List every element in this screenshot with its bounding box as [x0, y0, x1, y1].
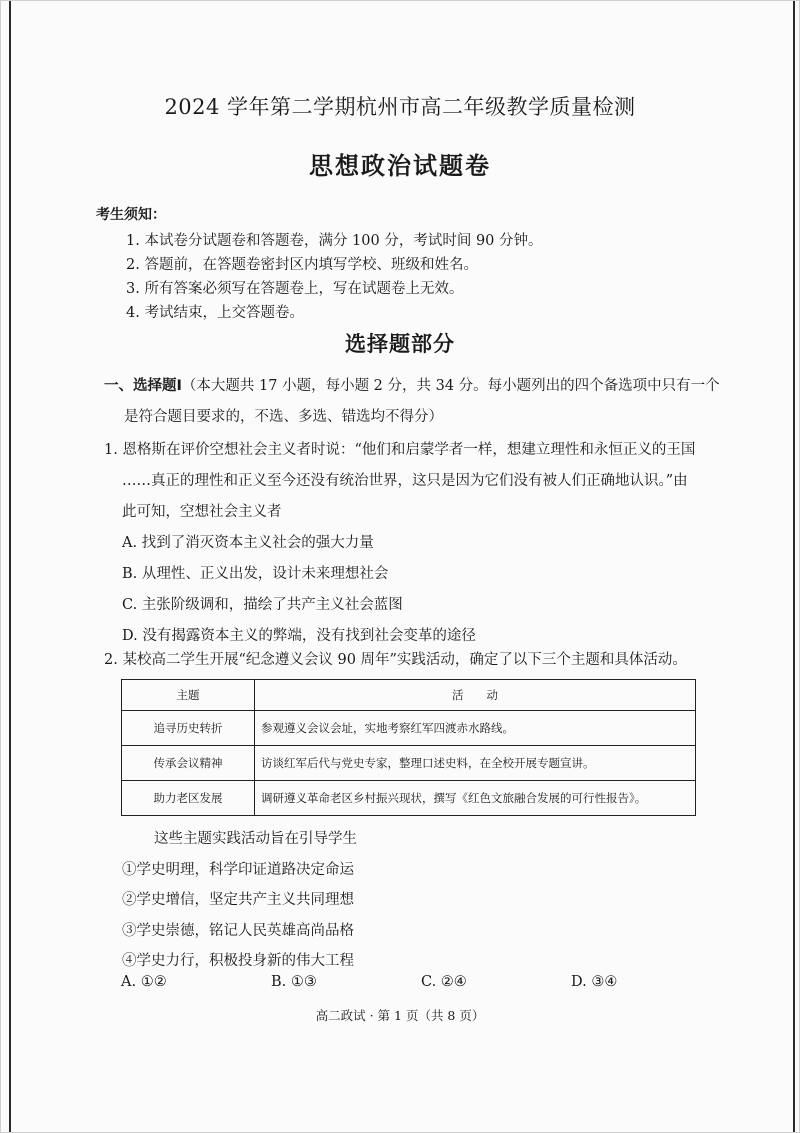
notice-item: 4. 考试结束，上交答题卷。 [126, 305, 304, 321]
table-cell-activity: 访谈红军后代与党史专家，整理口述史料，在全校开展专题宣讲。 [255, 746, 696, 781]
question-2-stem-line: 2. 某校高二学生开展“纪念遵义会议 90 周年”实践活动，确定了以下三个主题和具体活动。 [104, 652, 687, 668]
question-2-statement: ①学史明理，科学印证道路决定命运 [122, 861, 354, 878]
question-2-answer-d: D. ③④ [571, 974, 618, 990]
question-2-answer-a: A. ①② [121, 974, 167, 990]
table-header-activity: 活 动 [255, 680, 696, 711]
candidate-notice [96, 204, 716, 325]
question-2-answers [121, 974, 641, 994]
part-desc-2: 是符合题目要求的，不选、多选、错选均不得分） [124, 409, 443, 425]
question-1 [104, 435, 704, 652]
question-2-answer-c: C. ②④ [421, 974, 467, 990]
table-header-theme: 主题 [122, 680, 255, 711]
question-1-option-a: A. 找到了消灭资本主义社会的强大力量 [122, 535, 374, 551]
part-intro [104, 371, 720, 433]
notice-item: 1. 本试卷分试题卷和答题卷，满分 100 分，考试时间 90 分钟。 [126, 233, 543, 249]
question-1-option-b: B. 从理性、正义出发，设计未来理想社会 [122, 566, 389, 582]
part-label: 一、选择题Ⅰ [104, 378, 182, 394]
notice-item: 3. 所有答案必须写在答题卷上，写在试题卷上无效。 [126, 281, 464, 297]
question-1-stem-line: 1. 恩格斯在评价空想社会主义者时说：“他们和启蒙学者一样，想建立理性和永恒正义的王国 [104, 442, 696, 458]
question-1-stem-line: ……真正的理性和正义至今还没有统治世界，这只是因为它们没有被人们正确地认识。”由 [122, 473, 688, 489]
exam-title: 2024 学年第二学期杭州市高二年级教学质量检测 [164, 95, 636, 119]
question-2-body [104, 824, 704, 977]
page-footer: 高二政试 · 第 1 页（共 8 页） [315, 1008, 485, 1023]
notice-item: 2. 答题前，在答题卷密封区内填写学校、班级和姓名。 [126, 257, 478, 273]
question-2-lead: 这些主题实践活动旨在引导学生 [154, 831, 357, 847]
question-2-stem [104, 646, 724, 674]
table-cell-theme: 追寻历史转折 [122, 711, 255, 746]
table-cell-theme: 传承会议精神 [122, 746, 255, 781]
question-1-option-c: C. 主张阶级调和，描绘了共产主义社会蓝图 [122, 597, 403, 613]
activities-table [121, 679, 696, 816]
table-header-row [122, 680, 696, 711]
subject-title: 思想政治试题卷 [309, 152, 491, 180]
table-cell-activity: 参观遵义会议会址，实地考察红军四渡赤水路线。 [255, 711, 696, 746]
table-row [122, 781, 696, 816]
table-row [122, 711, 696, 746]
question-1-option-d: D. 没有揭露资本主义的弊端，没有找到社会变革的途径 [122, 628, 476, 644]
question-2-statement: ②学史增信，坚定共产主义共同理想 [122, 892, 354, 908]
section-title: 选择题部分 [345, 332, 455, 356]
question-2-statement: ③学史崇德，铭记人民英雄高尚品格 [122, 922, 354, 939]
notice-heading: 考生须知： [96, 207, 166, 223]
part-desc-1: （本大题共 17 小题，每小题 2 分，共 34 分。每小题列出的四个备选项中只有一个 [181, 378, 720, 394]
question-1-stem-line: 此可知，空想社会主义者 [122, 504, 282, 520]
question-2-answer-b: B. ①③ [271, 974, 317, 990]
question-2-statement: ④学史力行，积极投身新的伟大工程 [122, 953, 354, 969]
table-cell-theme: 助力老区发展 [122, 781, 255, 816]
table-cell-activity: 调研遵义革命老区乡村振兴现状，撰写《红色文旅融合发展的可行性报告》。 [255, 781, 696, 816]
table-row [122, 746, 696, 781]
part-intro-line [104, 371, 720, 402]
